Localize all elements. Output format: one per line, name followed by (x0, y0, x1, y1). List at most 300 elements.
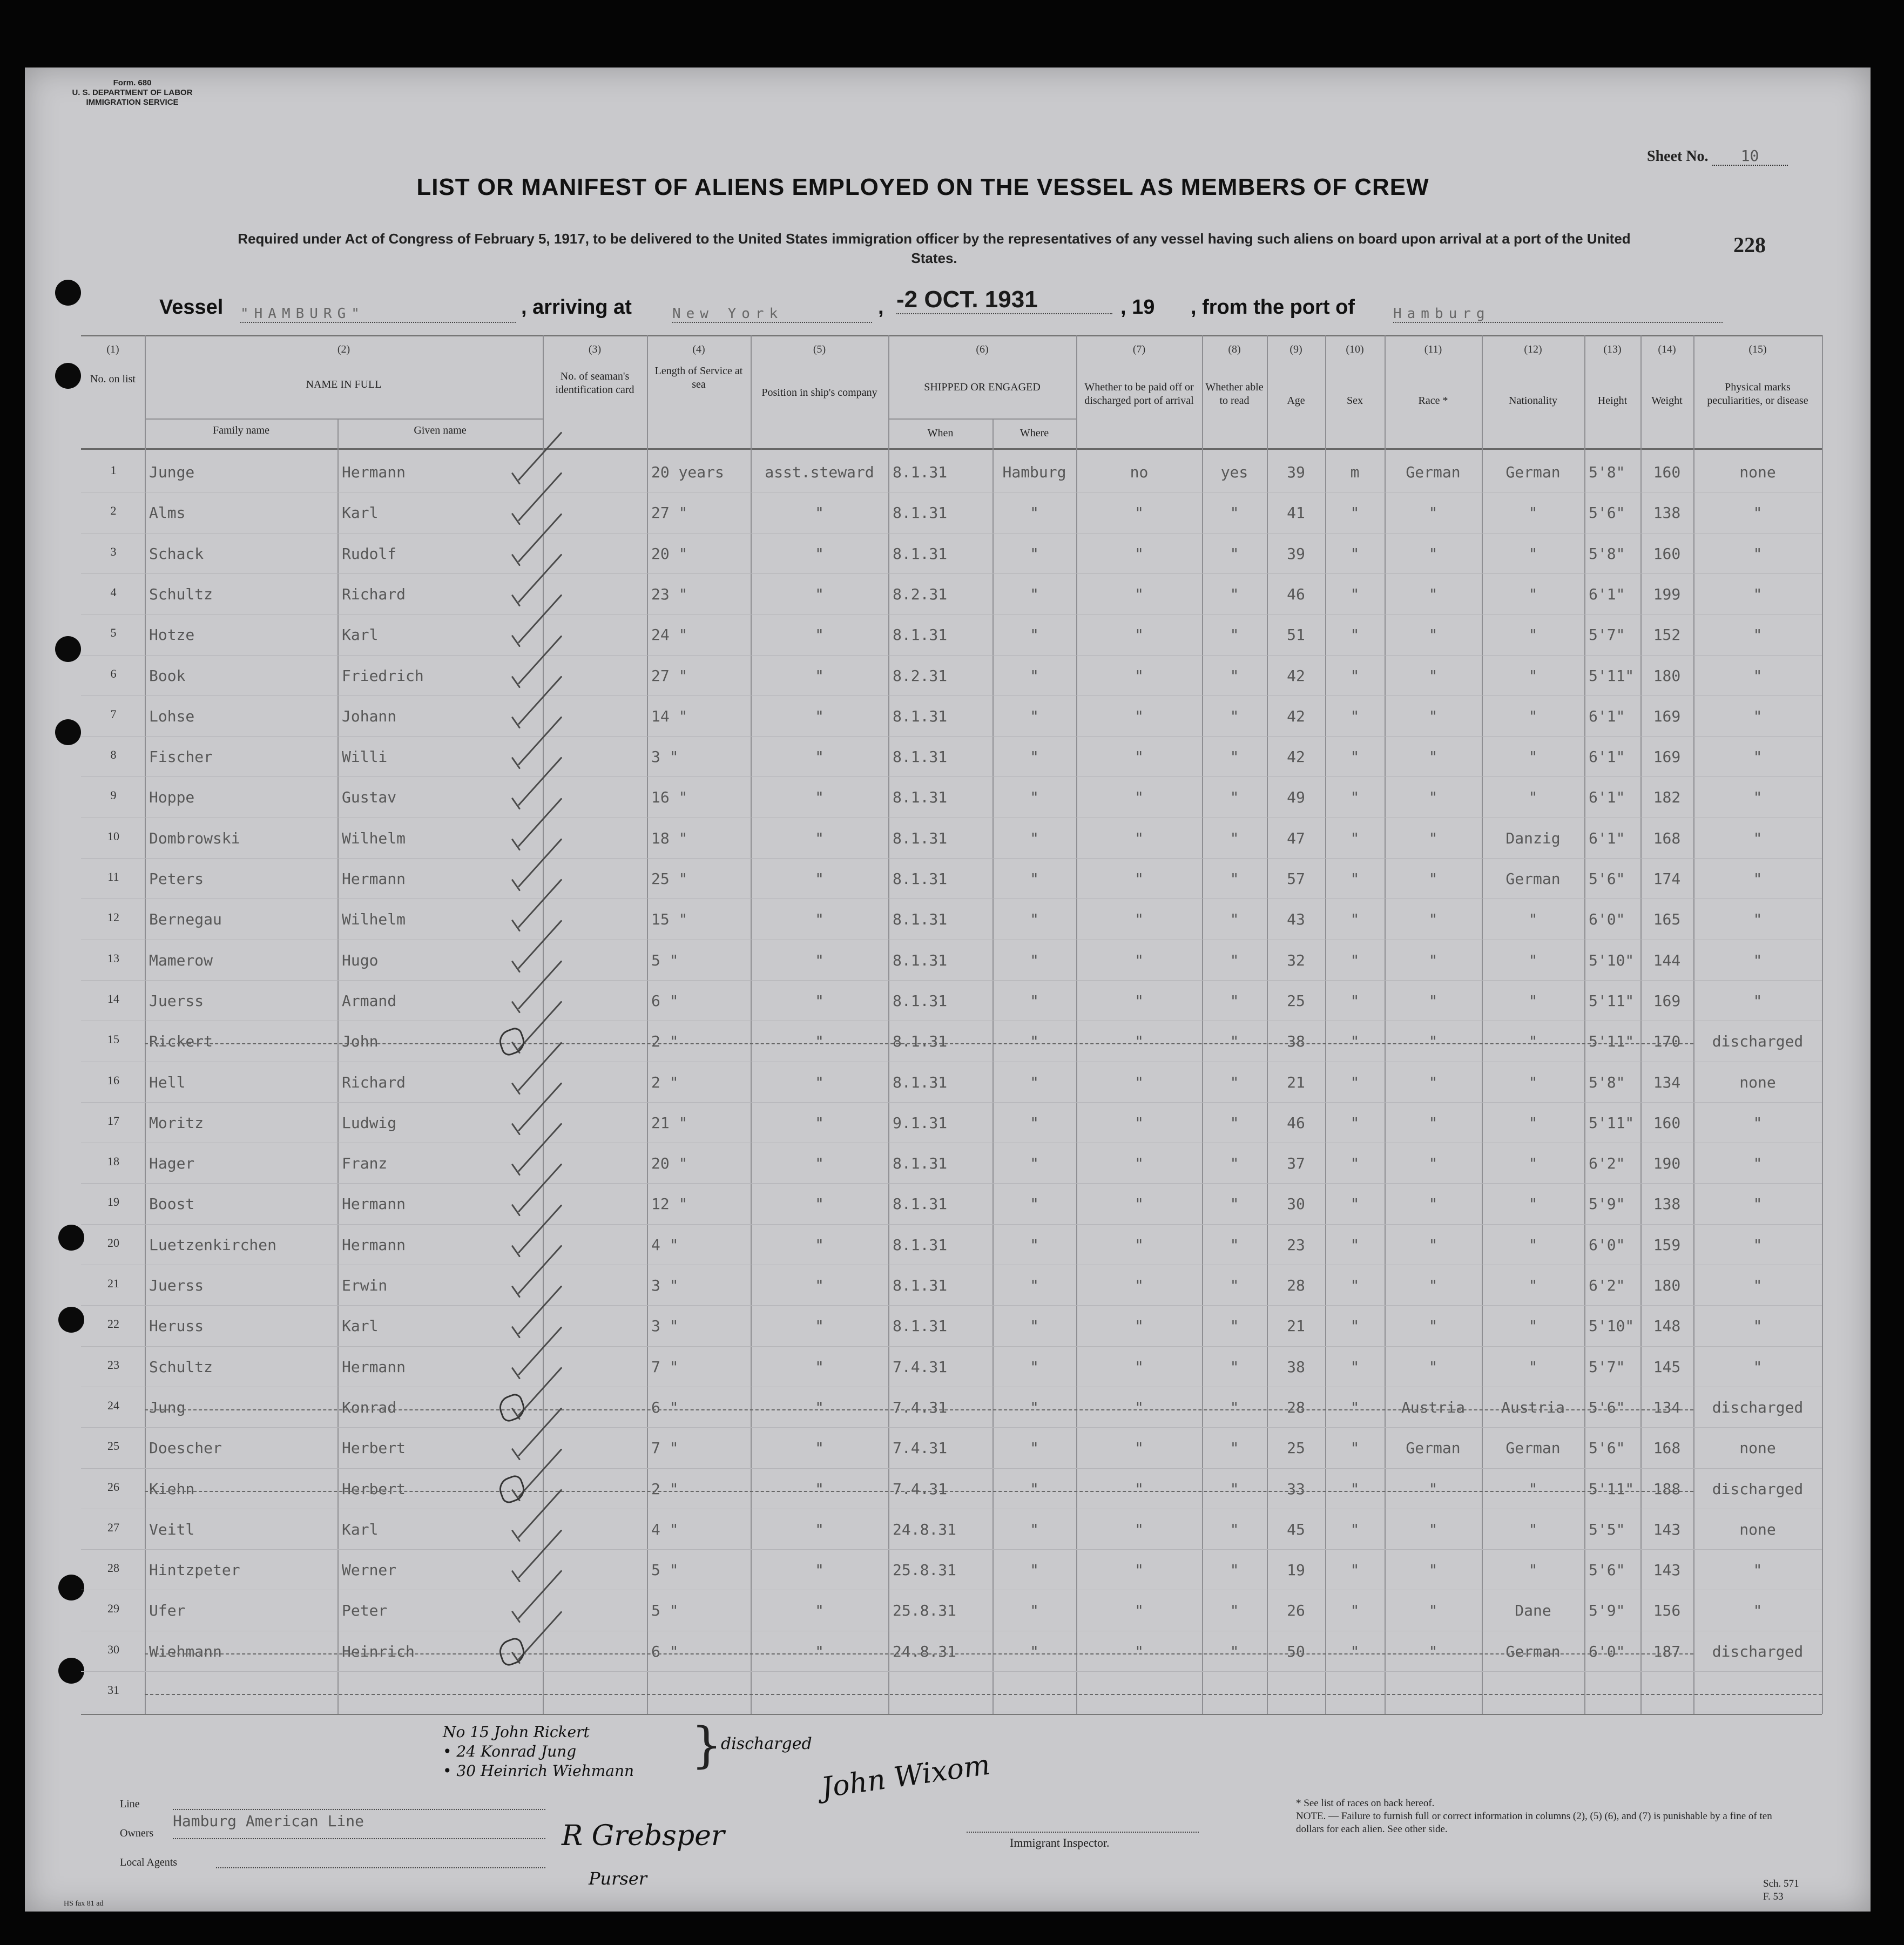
cell-service: 20 " (651, 1154, 688, 1173)
cell-sex: " (1350, 626, 1360, 644)
column-number: (14) (1658, 343, 1676, 355)
cell-sex: " (1350, 1520, 1360, 1538)
cell-marks: " (1753, 910, 1763, 929)
cell-sex: " (1350, 1561, 1360, 1579)
cell-given: Karl (342, 1317, 379, 1335)
row-rule (81, 655, 1822, 656)
cell-no: 23 (107, 1358, 119, 1372)
cell-read: " (1230, 1520, 1239, 1538)
cell-no: 21 (107, 1277, 119, 1290)
cell-position: " (815, 1154, 824, 1173)
cell-weight: 159 (1653, 1235, 1681, 1254)
cell-age: 19 (1287, 1561, 1305, 1579)
cell-nat: Danzig (1505, 829, 1561, 847)
cell-paid: " (1135, 626, 1144, 644)
cell-marks: none (1739, 1439, 1776, 1457)
cell-age: 42 (1287, 707, 1305, 725)
cell-sex: " (1350, 1195, 1360, 1213)
cell-race: " (1428, 504, 1438, 522)
cell-position: " (815, 1480, 824, 1498)
cell-family: Fischer (149, 748, 213, 766)
cell-given: Herbert (342, 1439, 406, 1457)
cell-where: " (1030, 1277, 1039, 1294)
from-port-field (1393, 300, 1723, 323)
cell-service: 2 " (651, 1032, 679, 1051)
cell-race: " (1428, 870, 1438, 888)
punch-hole (55, 280, 81, 306)
cell-no: 13 (107, 951, 119, 965)
cell-family: Kiehn (149, 1480, 195, 1498)
discharged-strike (145, 1653, 1693, 1654)
cell-paid: " (1135, 504, 1144, 522)
cell-where: " (1030, 1602, 1039, 1620)
cell-read: " (1230, 951, 1239, 969)
discharged-strike (145, 1409, 1693, 1410)
punch-hole (55, 363, 81, 389)
cell-weight: 165 (1653, 910, 1681, 929)
cell-given: Friedrich (342, 666, 424, 685)
cell-height: 5'8" (1589, 463, 1625, 481)
cell-where: " (1030, 585, 1039, 603)
cell-family: Veitl (149, 1520, 195, 1538)
cell-height: 5'7" (1589, 1358, 1625, 1376)
cell-age: 33 (1287, 1480, 1305, 1498)
row-rule (81, 776, 1822, 777)
cell-age: 25 (1287, 1439, 1305, 1457)
cell-weight: 190 (1653, 1154, 1681, 1173)
cell-race: " (1428, 666, 1438, 685)
cell-height: 6'0" (1589, 910, 1625, 929)
cell-nat: " (1528, 666, 1538, 685)
punch-hole (55, 719, 81, 745)
cell-age: 30 (1287, 1195, 1305, 1213)
cell-family: Doescher (149, 1439, 222, 1457)
column-number: (3) (588, 343, 602, 355)
cell-where: " (1030, 544, 1039, 563)
cell-age: 41 (1287, 504, 1305, 522)
cell-weight: 180 (1653, 1277, 1681, 1294)
cell-nat: German (1505, 1439, 1561, 1457)
footnote-note: NOTE. — Failure to furnish full or correct information in columns (2), (5) (6), and (7) is punishable by a fine of ten dollars for each alien. See other side. (1296, 1811, 1772, 1835)
cell-marks: " (1753, 626, 1763, 644)
cell-nat: " (1528, 1520, 1538, 1538)
cell-race: " (1428, 1520, 1438, 1538)
cell-height: 6'2" (1589, 1154, 1625, 1173)
cell-height: 5'11" (1589, 666, 1635, 685)
cell-marks: " (1753, 544, 1763, 563)
cell-no: 22 (107, 1317, 119, 1331)
cell-age: 28 (1287, 1277, 1305, 1294)
cell-given: Rudolf (342, 544, 397, 563)
cell-family: Schultz (149, 585, 213, 603)
cell-position: asst.steward (765, 463, 874, 481)
header-shipped: SHIPPED OR ENGAGED (924, 381, 1041, 393)
column-divider (888, 335, 889, 1714)
cell-nat: Dane (1515, 1602, 1551, 1620)
cell-given: Karl (342, 504, 379, 522)
cell-age: 45 (1287, 1520, 1305, 1538)
column-divider (1640, 335, 1642, 1714)
cell-position: " (815, 910, 824, 929)
cell-sex: " (1350, 1073, 1360, 1091)
cell-paid: " (1135, 1642, 1144, 1660)
cell-position: " (815, 1195, 824, 1213)
column-divider (1693, 335, 1694, 1714)
discharged-strike (145, 1491, 1693, 1492)
cell-paid: " (1135, 666, 1144, 685)
cell-where: " (1030, 1642, 1039, 1660)
document-subtitle: Required under Act of Congress of February 5, 1917, to be delivered to the United States immigration officer by the representatives of any vessel having such aliens on board upon arrival at a port of the United States. (238, 231, 1631, 266)
cell-read: " (1230, 1277, 1239, 1294)
cell-service: 6 " (651, 1642, 679, 1660)
cell-nat: " (1528, 585, 1538, 603)
line-field (173, 1809, 545, 1810)
cell-weight: 138 (1653, 504, 1681, 522)
line-label: Line (120, 1798, 140, 1810)
cell-nat: " (1528, 951, 1538, 969)
header-age: Age (1287, 395, 1305, 407)
cell-given: Konrad (342, 1398, 397, 1416)
cell-when: 8.1.31 (893, 788, 948, 807)
column-divider (1385, 335, 1386, 1714)
row-rule (81, 980, 1822, 981)
cell-paid: " (1135, 748, 1144, 766)
row-rule (81, 1427, 1822, 1428)
cell-where: " (1030, 788, 1039, 807)
column-number: (8) (1228, 343, 1241, 355)
cell-nat: " (1528, 626, 1538, 644)
cell-given: Richard (342, 1073, 406, 1091)
cell-no: 9 (110, 788, 117, 802)
cell-age: 51 (1287, 626, 1305, 644)
cell-when: 25.8.31 (893, 1561, 957, 1579)
cell-sex: " (1350, 504, 1360, 522)
column-divider (1267, 335, 1268, 1714)
cell-weight: 180 (1653, 666, 1681, 685)
cell-paid: " (1135, 1113, 1144, 1132)
cell-read: " (1230, 1480, 1239, 1498)
cell-nat: " (1528, 1235, 1538, 1254)
cell-when: 7.4.31 (893, 1398, 948, 1416)
owners-value: Hamburg American Line (173, 1812, 364, 1830)
cell-family: Junge (149, 463, 195, 481)
cell-height: 5'5" (1589, 1520, 1625, 1538)
cell-service: 14 " (651, 707, 688, 725)
column-number: (7) (1132, 343, 1146, 355)
cell-where: Hamburg (1002, 463, 1066, 481)
header-no: No. on list (90, 373, 136, 385)
punch-hole (58, 1575, 84, 1600)
column-divider (543, 335, 544, 1714)
cell-marks: " (1753, 1602, 1763, 1620)
note-line: • 30 Heinrich Wiehmann (443, 1762, 634, 1780)
cell-height: 5'11" (1589, 1032, 1635, 1051)
header-paid-off: Whether to be paid off or discharged port of arrival (1084, 381, 1194, 407)
arriving-label: , arriving at (521, 296, 632, 319)
cell-service: 18 " (651, 829, 688, 847)
cell-nat: " (1528, 1358, 1538, 1376)
purser-label: Purser (589, 1868, 647, 1889)
cell-no: 27 (107, 1520, 119, 1534)
cell-marks: " (1753, 1317, 1763, 1335)
cell-height: 6'1" (1589, 707, 1625, 725)
cell-nat: " (1528, 1073, 1538, 1091)
cell-age: 39 (1287, 544, 1305, 563)
cell-paid: " (1135, 991, 1144, 1010)
cell-position: " (815, 544, 824, 563)
cell-age: 23 (1287, 1235, 1305, 1254)
cell-when: 8.1.31 (893, 504, 948, 522)
cell-nat: " (1528, 788, 1538, 807)
cell-sex: " (1350, 1235, 1360, 1254)
cell-where: " (1030, 1480, 1039, 1498)
cell-age: 43 (1287, 910, 1305, 929)
cell-given: Johann (342, 707, 397, 725)
cell-paid: " (1135, 1317, 1144, 1335)
cell-given: John (342, 1032, 379, 1051)
cell-family: Dombrowski (149, 829, 240, 847)
cell-sex: " (1350, 1642, 1360, 1660)
column-number: (4) (692, 343, 705, 355)
cell-given: Willi (342, 748, 388, 766)
cell-service: 24 " (651, 626, 688, 644)
cell-when: 8.1.31 (893, 1317, 948, 1335)
cell-paid: " (1135, 1235, 1144, 1254)
cell-marks: discharged (1712, 1642, 1804, 1660)
row-rule (81, 1549, 1822, 1550)
cell-family: Rickert (149, 1032, 213, 1051)
cell-nat: " (1528, 1154, 1538, 1173)
cell-service: 5 " (651, 951, 679, 969)
footnote-races: * See list of races on back hereof. (1296, 1798, 1435, 1809)
cell-sex: " (1350, 544, 1360, 563)
comma-sep: , (878, 296, 884, 319)
note-line: • 24 Konrad Jung (443, 1743, 577, 1760)
cell-race: " (1428, 829, 1438, 847)
cell-race: German (1406, 1439, 1461, 1457)
cell-height: 5'6" (1589, 870, 1625, 888)
cell-given: Hermann (342, 1358, 406, 1376)
cell-read: " (1230, 1398, 1239, 1416)
cell-where: " (1030, 1113, 1039, 1132)
row-rule (81, 858, 1822, 859)
schedule-number (1763, 1878, 1799, 1903)
cell-read: " (1230, 991, 1239, 1010)
cell-family: Book (149, 666, 186, 685)
cell-given: Hermann (342, 1195, 406, 1213)
cell-race: " (1428, 1032, 1438, 1051)
cell-read: " (1230, 585, 1239, 603)
cell-where: " (1030, 1073, 1039, 1091)
column-number: (13) (1603, 343, 1622, 355)
cell-paid: " (1135, 1195, 1144, 1213)
cell-nat: " (1528, 1113, 1538, 1132)
cell-marks: " (1753, 870, 1763, 888)
column-number: (2) (337, 343, 350, 355)
department-name: U. S. DEPARTMENT OF LABOR (72, 88, 193, 97)
cell-race: " (1428, 1642, 1438, 1660)
cell-height: 6'1" (1589, 829, 1625, 847)
cell-sex: " (1350, 910, 1360, 929)
cell-age: 32 (1287, 951, 1305, 969)
cell-given: Richard (342, 585, 406, 603)
punch-hole (55, 636, 81, 662)
cell-position: " (815, 1317, 824, 1335)
cell-no: 26 (107, 1480, 119, 1494)
cell-position: " (815, 1235, 824, 1254)
cell-race: " (1428, 1113, 1438, 1132)
cell-family: Hotze (149, 626, 195, 644)
cell-sex: " (1350, 1317, 1360, 1335)
cell-when: 7.4.31 (893, 1480, 948, 1498)
cell-paid: " (1135, 1073, 1144, 1091)
cell-family: Mamerow (149, 951, 213, 969)
sub-divider (337, 418, 339, 1714)
row-rule (81, 736, 1822, 737)
vessel-label: Vessel (159, 296, 224, 319)
cell-age: 21 (1287, 1073, 1305, 1091)
cell-marks: " (1753, 951, 1763, 969)
cell-where: " (1030, 1235, 1039, 1254)
cell-sex: " (1350, 788, 1360, 807)
header-given-name: Given name (414, 424, 467, 436)
cell-when: 8.2.31 (893, 585, 948, 603)
cell-race: " (1428, 1235, 1438, 1254)
cell-service: 4 " (651, 1235, 679, 1254)
cell-read: " (1230, 1602, 1239, 1620)
cell-sex: " (1350, 1032, 1360, 1051)
cell-no: 1 (110, 463, 117, 477)
cell-given: Hugo (342, 951, 379, 969)
cell-race: " (1428, 748, 1438, 766)
cell-race: German (1406, 463, 1461, 481)
cell-race: " (1428, 544, 1438, 563)
cell-weight: 199 (1653, 585, 1681, 603)
cell-where: " (1030, 910, 1039, 929)
cell-position: " (815, 1561, 824, 1579)
cell-when: 9.1.31 (893, 1113, 948, 1132)
cell-when: 8.1.31 (893, 1154, 948, 1173)
note-line: No 15 John Rickert (443, 1723, 590, 1741)
cell-when: 8.1.31 (893, 1032, 948, 1051)
cell-race: " (1428, 1480, 1438, 1498)
punch-hole (58, 1307, 84, 1333)
local-agents-label: Local Agents (120, 1856, 178, 1868)
cell-position: " (815, 748, 824, 766)
cell-family: Boost (149, 1195, 195, 1213)
cell-race: " (1428, 1602, 1438, 1620)
brace-mark: } (691, 1717, 723, 1774)
f-number: F. 53 (1763, 1891, 1784, 1902)
cell-marks: " (1753, 1113, 1763, 1132)
row-rule (81, 1346, 1822, 1347)
cell-sex: " (1350, 748, 1360, 766)
column-number: (10) (1346, 343, 1364, 355)
header-position: Position in ship's company (761, 387, 877, 399)
cell-weight: 145 (1653, 1358, 1681, 1376)
cell-where: " (1030, 1154, 1039, 1173)
cell-weight: 148 (1653, 1317, 1681, 1335)
cell-no: 31 (107, 1683, 119, 1697)
cell-marks: " (1753, 991, 1763, 1010)
cell-height: 5'6" (1589, 504, 1625, 522)
cell-given: Erwin (342, 1277, 388, 1294)
cell-given: Wilhelm (342, 829, 406, 847)
cell-family: Alms (149, 504, 186, 522)
column-number: (9) (1289, 343, 1302, 355)
cell-age: 57 (1287, 870, 1305, 888)
cell-height: 5'7" (1589, 626, 1625, 644)
cell-family: Juerss (149, 1277, 204, 1294)
header-weight: Weight (1651, 395, 1683, 407)
cell-marks: " (1753, 1154, 1763, 1173)
header-physical-marks: Physical marks peculiarities, or disease (1707, 381, 1808, 407)
column-number: (15) (1748, 343, 1767, 355)
cell-when: 8.1.31 (893, 829, 948, 847)
column-divider (145, 335, 146, 1714)
arriving-port: New York (672, 306, 872, 323)
cell-race: " (1428, 1154, 1438, 1173)
cell-marks: " (1753, 1358, 1763, 1376)
arriving-port-field (672, 300, 872, 323)
cell-age: 47 (1287, 829, 1305, 847)
cell-no: 12 (107, 910, 119, 924)
cell-read: " (1230, 626, 1239, 644)
cell-marks: " (1753, 1195, 1763, 1213)
cell-family: Hell (149, 1073, 186, 1091)
cell-marks: discharged (1712, 1032, 1804, 1051)
cell-sex: " (1350, 585, 1360, 603)
cell-service: 3 " (651, 1317, 679, 1335)
cell-service: 5 " (651, 1561, 679, 1579)
cell-no: 19 (107, 1195, 119, 1209)
owners-field (173, 1838, 545, 1839)
row-rule (81, 1224, 1822, 1225)
cell-no: 8 (110, 748, 117, 762)
cell-weight: 152 (1653, 626, 1681, 644)
cell-service: 16 " (651, 788, 688, 807)
cell-sex: " (1350, 1277, 1360, 1294)
cell-race: " (1428, 1561, 1438, 1579)
cell-no: 10 (107, 829, 119, 843)
cell-read: " (1230, 1358, 1239, 1376)
cell-position: " (815, 788, 824, 807)
cell-age: 38 (1287, 1358, 1305, 1376)
cell-race: " (1428, 788, 1438, 807)
cell-height: 6'0" (1589, 1235, 1625, 1254)
cell-read: " (1230, 666, 1239, 685)
cell-position: " (815, 1398, 824, 1416)
cell-read: " (1230, 544, 1239, 563)
cell-nat: " (1528, 1480, 1538, 1498)
cell-when: 8.1.31 (893, 991, 948, 1010)
cell-when: 24.8.31 (893, 1642, 957, 1660)
cell-age: 28 (1287, 1398, 1305, 1416)
cell-given: Franz (342, 1154, 388, 1173)
cell-paid: " (1135, 707, 1144, 725)
cell-sex: " (1350, 991, 1360, 1010)
header-id-card: No. of seaman's identification card (555, 370, 634, 396)
row-rule (81, 1183, 1822, 1184)
cell-marks: " (1753, 504, 1763, 522)
header-race: Race * (1418, 395, 1448, 407)
column-divider (1325, 335, 1326, 1714)
cell-where: " (1030, 1398, 1039, 1416)
cell-sex: " (1350, 1358, 1360, 1376)
cell-where: " (1030, 748, 1039, 766)
agents-field (216, 1867, 545, 1868)
cell-read: " (1230, 1317, 1239, 1335)
